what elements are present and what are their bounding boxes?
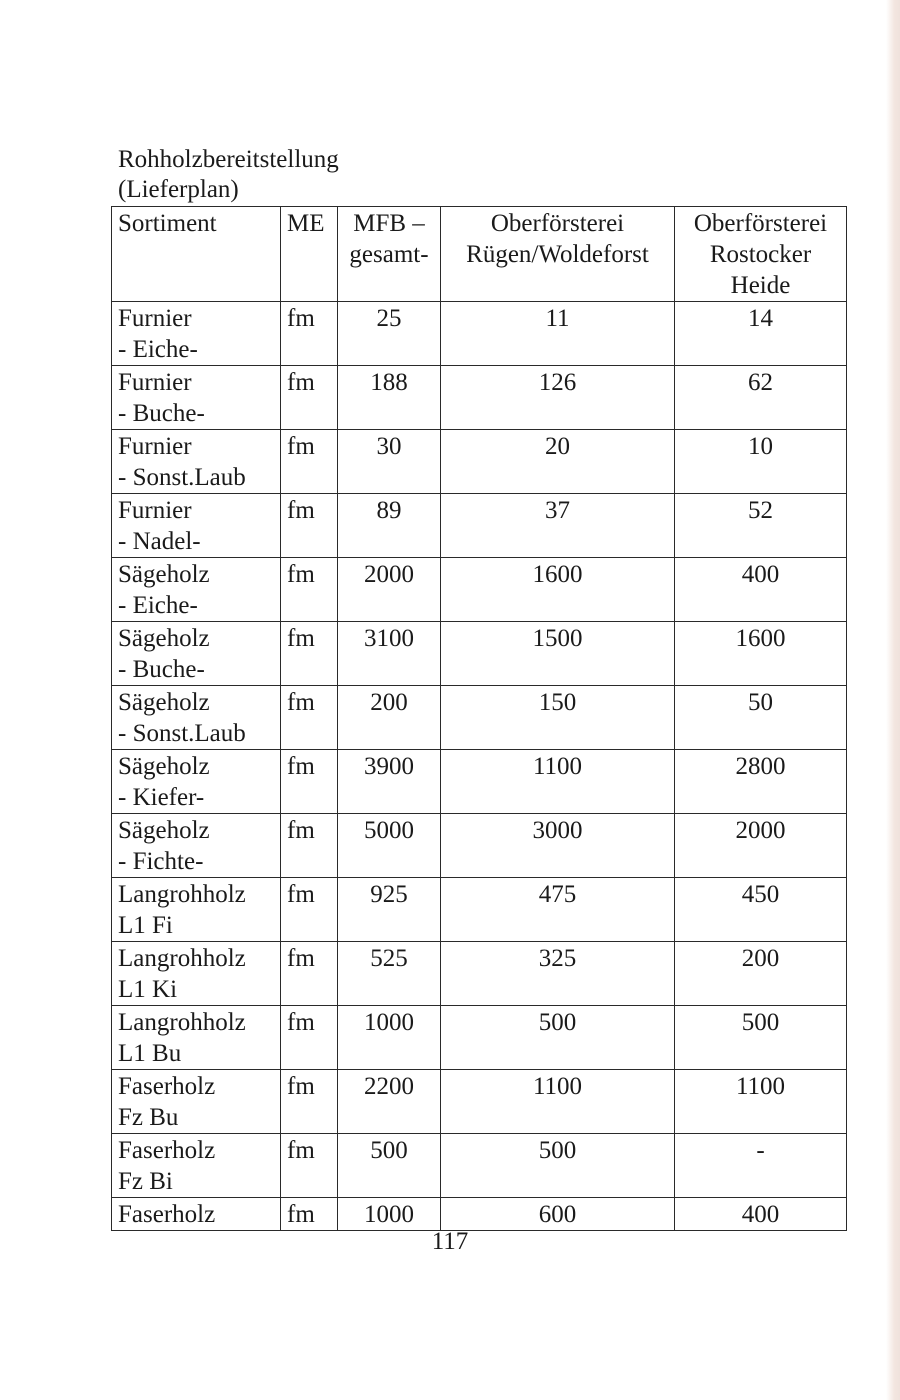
sortiment-name: Faserholz <box>118 1137 216 1164</box>
cell-me: fm <box>281 1006 338 1070</box>
sortiment-subtype: - Eiche- <box>118 336 198 363</box>
cell-mfb-total: 3100 <box>338 622 441 686</box>
cell-rostock: 500 <box>675 1006 847 1070</box>
cell-sortiment <box>112 878 281 942</box>
cell-me: fm <box>281 494 338 558</box>
cell-rostock: 1100 <box>675 1070 847 1134</box>
cell-ruegen: 500 <box>441 1134 675 1198</box>
sortiment-name: Langrohholz <box>118 881 246 908</box>
sortiment-subtype: Fz Bi <box>118 1168 173 1195</box>
sortiment-subtype: - Fichte- <box>118 848 204 875</box>
cell-rostock: 200 <box>675 942 847 1006</box>
sortiment-name: Sägeholz <box>118 625 210 652</box>
cell-mfb-total: 2000 <box>338 558 441 622</box>
cell-me: fm <box>281 942 338 1006</box>
cell-sortiment <box>112 494 281 558</box>
sortiment-subtype: - Nadel- <box>118 528 201 555</box>
cell-mfb-total: 5000 <box>338 814 441 878</box>
table-row <box>112 430 847 494</box>
table-row <box>112 1198 847 1231</box>
cell-rostock: 400 <box>675 558 847 622</box>
sortiment-subtype: L1 Fi <box>118 912 173 939</box>
table-row <box>112 942 847 1006</box>
cell-rostock: 2000 <box>675 814 847 878</box>
cell-me: fm <box>281 622 338 686</box>
cell-me: fm <box>281 302 338 366</box>
sortiment-subtype: - Eiche- <box>118 592 198 619</box>
sortiment-name: Faserholz <box>118 1201 216 1228</box>
table-row <box>112 622 847 686</box>
sortiment-subtype: L1 Ki <box>118 976 178 1003</box>
table-row <box>112 814 847 878</box>
cell-me: fm <box>281 1070 338 1134</box>
cell-sortiment <box>112 814 281 878</box>
sortiment-subtype: - Buche- <box>118 400 205 427</box>
table-row <box>112 1006 847 1070</box>
sortiment-name: Faserholz <box>118 1073 216 1100</box>
cell-ruegen: 600 <box>441 1198 675 1231</box>
cell-mfb-total: 188 <box>338 366 441 430</box>
table-row <box>112 558 847 622</box>
sortiment-name: Furnier <box>118 433 192 460</box>
sortiment-subtype: - Buche- <box>118 656 205 683</box>
sortiment-subtype: L1 Bu <box>118 1040 182 1067</box>
cell-me: fm <box>281 558 338 622</box>
sortiment-subtype: - Sonst.Laub <box>118 720 246 747</box>
cell-rostock: 400 <box>675 1198 847 1231</box>
header-sortiment-label: Sortiment <box>118 210 217 237</box>
cell-mfb-total: 525 <box>338 942 441 1006</box>
table-body <box>112 302 847 1231</box>
cell-mfb-total: 1000 <box>338 1006 441 1070</box>
cell-sortiment <box>112 1198 281 1231</box>
table-row <box>112 878 847 942</box>
cell-sortiment <box>112 1070 281 1134</box>
header-mfb <box>338 207 441 302</box>
cell-rostock: - <box>675 1134 847 1198</box>
header-sortiment <box>112 207 281 302</box>
cell-ruegen: 11 <box>441 302 675 366</box>
cell-sortiment <box>112 942 281 1006</box>
cell-rostock: 14 <box>675 302 847 366</box>
cell-rostock: 52 <box>675 494 847 558</box>
cell-ruegen: 20 <box>441 430 675 494</box>
cell-rostock: 50 <box>675 686 847 750</box>
cell-me: fm <box>281 814 338 878</box>
header-me-label: ME <box>287 210 325 237</box>
cell-sortiment <box>112 1006 281 1070</box>
cell-ruegen: 475 <box>441 878 675 942</box>
header-rostock-line-1: Oberförsterei <box>693 210 828 237</box>
cell-sortiment <box>112 430 281 494</box>
cell-mfb-total: 25 <box>338 302 441 366</box>
header-me <box>281 207 338 302</box>
header-ruegen-line-1: Oberförsterei <box>490 210 625 237</box>
sortiment-name: Furnier <box>118 497 192 524</box>
cell-sortiment <box>112 686 281 750</box>
document-title <box>118 145 339 205</box>
cell-me: fm <box>281 878 338 942</box>
cell-me: fm <box>281 1134 338 1198</box>
cell-mfb-total: 1000 <box>338 1198 441 1231</box>
header-ruegen <box>441 207 675 302</box>
cell-rostock: 2800 <box>675 750 847 814</box>
page-edge-shadow <box>886 0 900 1400</box>
table-row <box>112 1134 847 1198</box>
cell-ruegen: 1100 <box>441 750 675 814</box>
cell-sortiment <box>112 1134 281 1198</box>
cell-sortiment <box>112 558 281 622</box>
cell-ruegen: 150 <box>441 686 675 750</box>
header-rostock <box>675 207 847 302</box>
sortiment-subtype: - Sonst.Laub <box>118 464 246 491</box>
cell-me: fm <box>281 1198 338 1231</box>
header-rostock-line-2: Rostocker <box>709 241 812 268</box>
sortiment-name: Sägeholz <box>118 561 210 588</box>
header-ruegen-line-2: Rügen/Woldeforst <box>466 241 649 268</box>
sortiment-subtype: - Kiefer- <box>118 784 205 811</box>
cell-sortiment <box>112 302 281 366</box>
delivery-plan-table <box>111 206 847 1231</box>
cell-me: fm <box>281 430 338 494</box>
cell-sortiment <box>112 622 281 686</box>
cell-me: fm <box>281 366 338 430</box>
cell-ruegen: 1100 <box>441 1070 675 1134</box>
title-line-1: Rohholzbereitstellung <box>118 146 339 173</box>
cell-rostock: 450 <box>675 878 847 942</box>
table-row <box>112 494 847 558</box>
sortiment-name: Langrohholz <box>118 945 246 972</box>
header-rostock-line-3: Heide <box>730 272 791 299</box>
table-row <box>112 1070 847 1134</box>
cell-ruegen: 37 <box>441 494 675 558</box>
sortiment-subtype: Fz Bu <box>118 1104 179 1131</box>
cell-mfb-total: 200 <box>338 686 441 750</box>
table-row <box>112 302 847 366</box>
cell-mfb-total: 2200 <box>338 1070 441 1134</box>
table-row <box>112 750 847 814</box>
cell-mfb-total: 89 <box>338 494 441 558</box>
sortiment-name: Sägeholz <box>118 689 210 716</box>
table-row <box>112 686 847 750</box>
cell-sortiment <box>112 366 281 430</box>
sortiment-name: Furnier <box>118 305 192 332</box>
table-header-row <box>112 207 847 302</box>
cell-mfb-total: 500 <box>338 1134 441 1198</box>
cell-ruegen: 126 <box>441 366 675 430</box>
sortiment-name: Furnier <box>118 369 192 396</box>
cell-me: fm <box>281 750 338 814</box>
table-row <box>112 366 847 430</box>
cell-rostock: 62 <box>675 366 847 430</box>
header-mfb-line-2: gesamt- <box>349 241 429 268</box>
cell-rostock: 1600 <box>675 622 847 686</box>
sortiment-name: Sägeholz <box>118 753 210 780</box>
cell-ruegen: 1600 <box>441 558 675 622</box>
cell-mfb-total: 925 <box>338 878 441 942</box>
sortiment-name: Sägeholz <box>118 817 210 844</box>
header-mfb-line-1: MFB – <box>353 210 425 237</box>
cell-mfb-total: 30 <box>338 430 441 494</box>
cell-ruegen: 1500 <box>441 622 675 686</box>
cell-ruegen: 500 <box>441 1006 675 1070</box>
sortiment-name: Langrohholz <box>118 1009 246 1036</box>
cell-ruegen: 325 <box>441 942 675 1006</box>
cell-ruegen: 3000 <box>441 814 675 878</box>
cell-rostock: 10 <box>675 430 847 494</box>
cell-me: fm <box>281 686 338 750</box>
cell-mfb-total: 3900 <box>338 750 441 814</box>
page-number: 117 <box>431 1228 469 1255</box>
title-line-2: (Lieferplan) <box>118 176 239 203</box>
cell-sortiment <box>112 750 281 814</box>
